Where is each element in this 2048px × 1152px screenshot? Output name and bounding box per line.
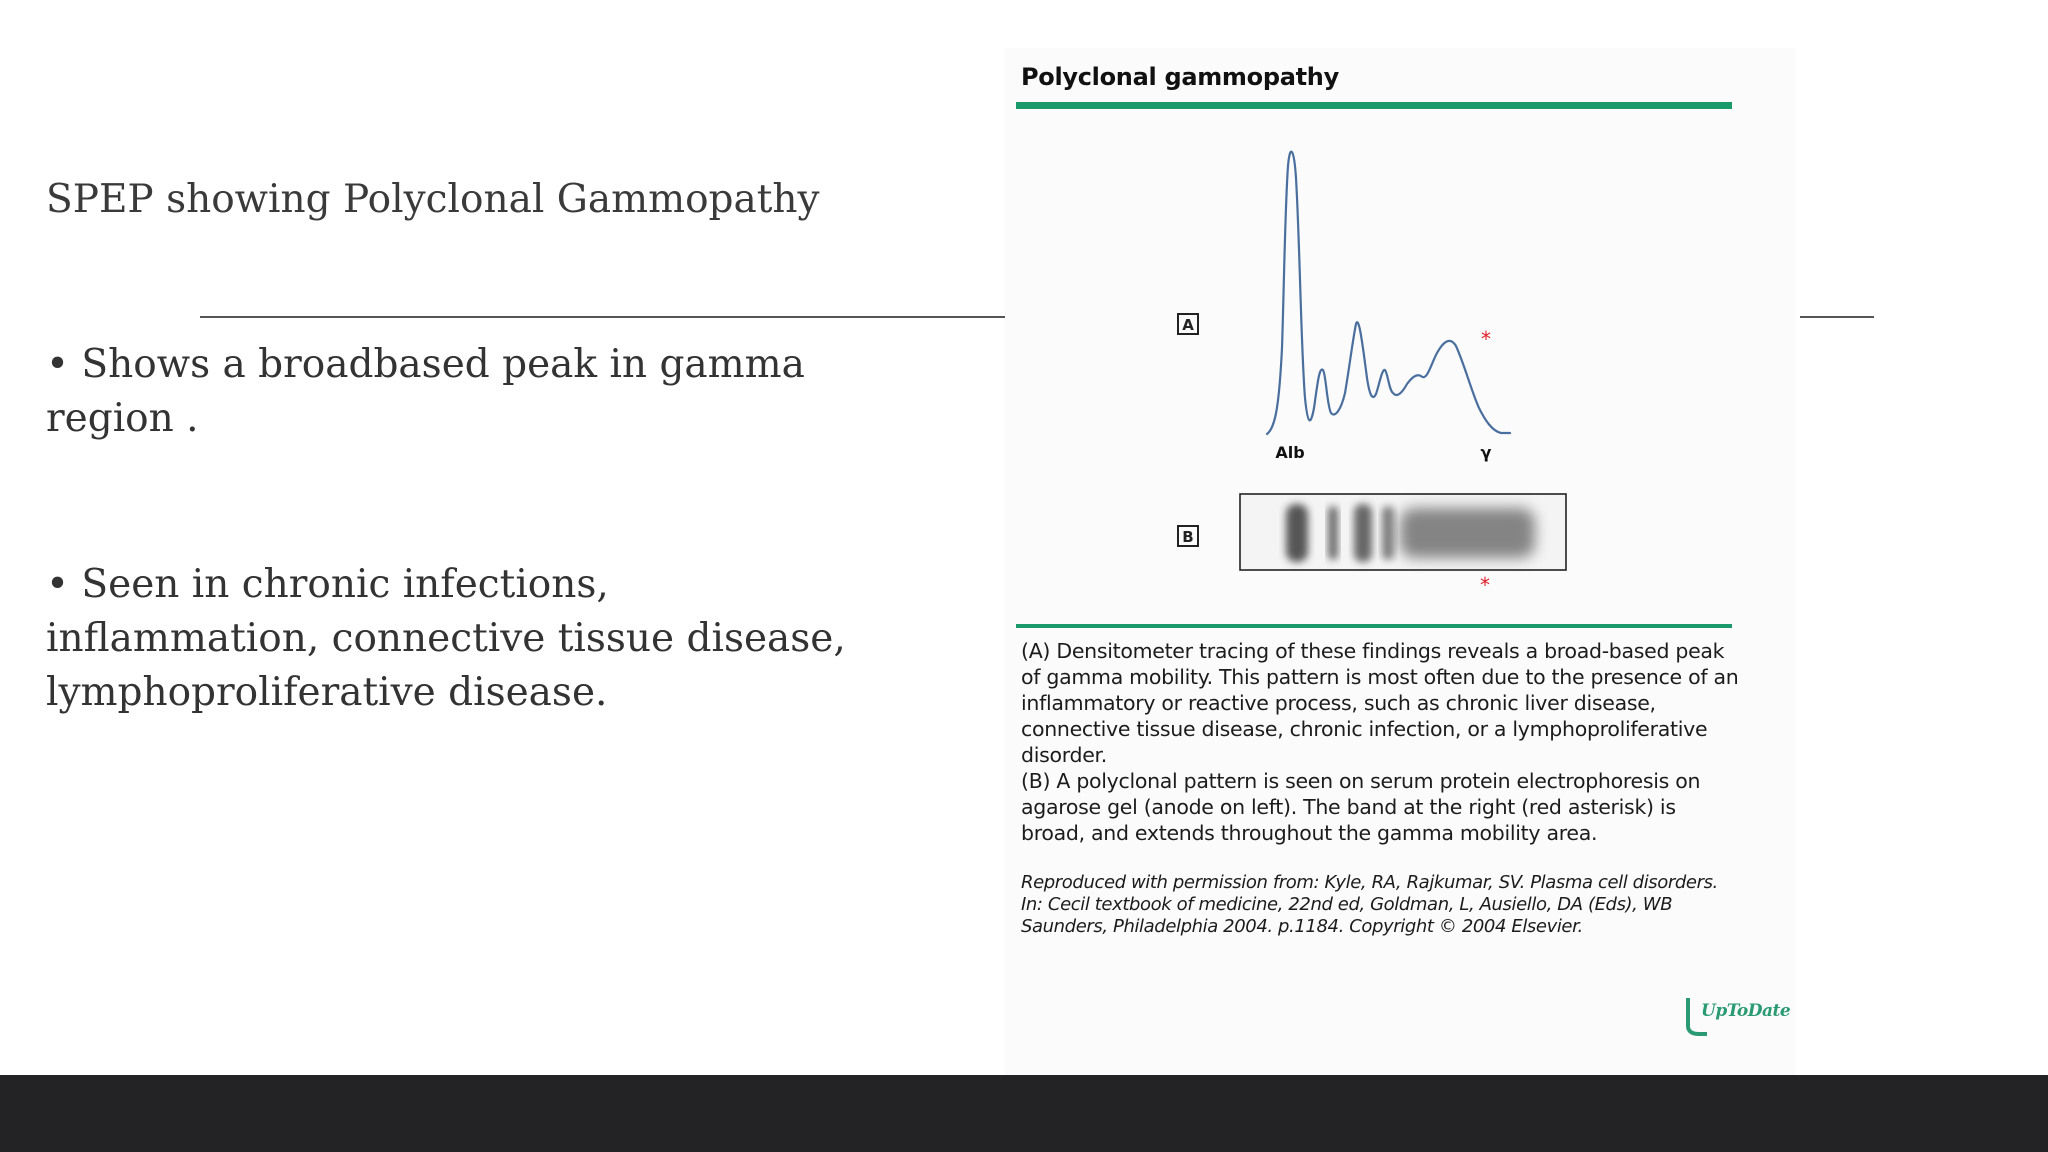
densitometer-trace	[1267, 152, 1510, 434]
gamma-label: γ	[1480, 443, 1492, 462]
bullet-seen-in: • Seen in chronic infections, inflammation, connective tissue disease, lymphoproliferative disease.	[46, 562, 846, 715]
figure-panel	[1005, 48, 1795, 1078]
panel-a-label: A	[1182, 316, 1194, 334]
figure-title: Polyclonal gammopathy	[1021, 63, 1339, 91]
caption-panel-a: (A) Densitometer tracing of these findings reveals a broad-based peak of gamma mobility. This pattern is most often due to the presence of an inflammatory or reactive process, such as chronic liver disease, connective tissue disease, chronic infection, or a lymphoproliferative disorder.	[1021, 639, 1739, 767]
gel-band-alpha1	[1328, 506, 1338, 560]
panel-b-label-box	[1178, 526, 1198, 546]
figure-credit: Reproduced with permission from: Kyle, RA, Rajkumar, SV. Plasma cell disorders. In: Cecil textbook of medicine, 22nd ed, Goldman, L, Ausiello, DA (Eds), WB Saunders, Philadelphia 2004. p.1184. Copyright © 2004 Elsevier.	[1021, 872, 1718, 937]
footer-bar	[0, 1075, 2048, 1152]
gamma-peak-asterisk: *	[1481, 327, 1491, 351]
figure-caption-rule	[1016, 624, 1732, 628]
panel-a-label-box	[1178, 314, 1198, 334]
gel-band-beta	[1382, 506, 1394, 560]
gel-band-albumin	[1286, 504, 1308, 562]
bullet-broadbased-peak: • Shows a broadbased peak in gamma region .	[46, 342, 805, 441]
gel-gamma-asterisk: *	[1480, 573, 1490, 597]
caption-panel-b: (B) A polyclonal pattern is seen on serum protein electrophoresis on agarose gel (anode on left). The band at the right (red asterisk) is broad, and extends throughout the gamma mobility area.	[1021, 769, 1701, 845]
slide-title: SPEP showing Polyclonal Gammopathy	[46, 177, 820, 222]
gel-band-gamma	[1400, 508, 1535, 558]
uptodate-logo	[1685, 996, 1791, 1036]
title-divider-left	[200, 316, 1008, 318]
gel-band-alpha2	[1354, 504, 1372, 562]
agarose-gel-strip	[1240, 494, 1566, 570]
alb-label: Alb	[1275, 443, 1305, 462]
panel-b-label: B	[1182, 528, 1194, 546]
title-divider-right	[1800, 316, 1874, 318]
electrophoresis-figure	[1005, 48, 1795, 628]
uptodate-logo-text: UpToDate	[1701, 1001, 1791, 1021]
figure-caption	[1021, 638, 1741, 846]
